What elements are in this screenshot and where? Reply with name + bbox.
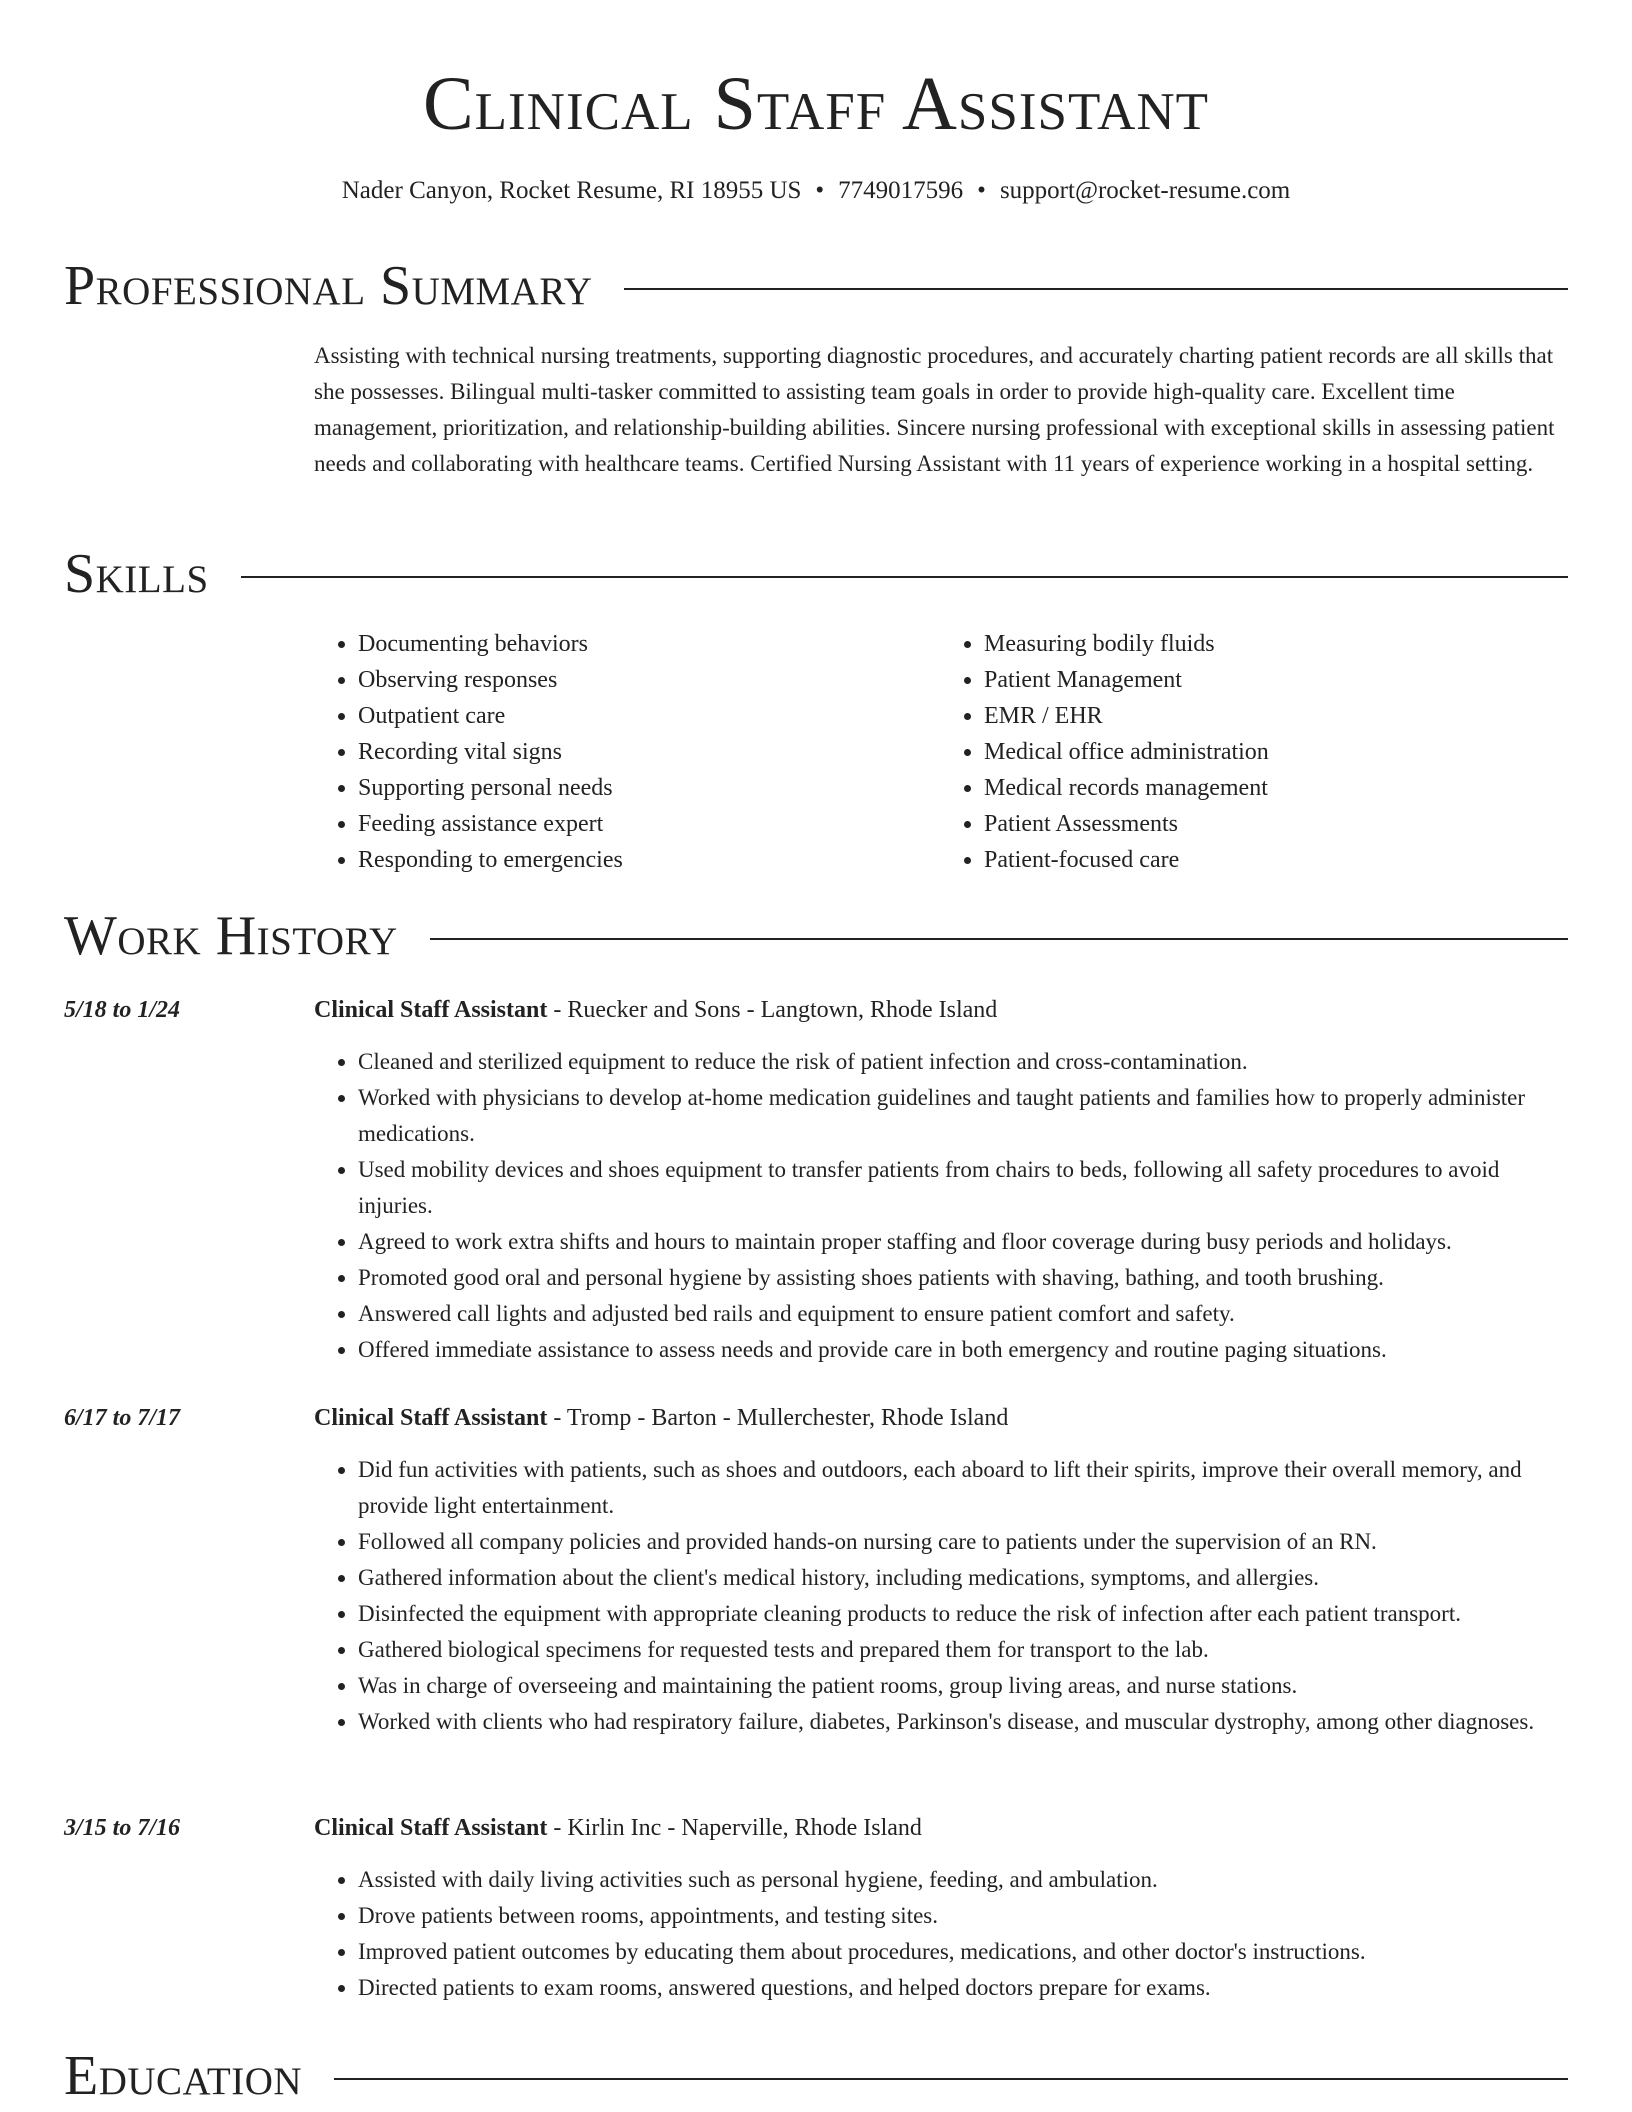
job-bullet: • Gathered biological specimens for requested tests and prepared them for transport to the lab. <box>358 1632 1566 1668</box>
job-bullet: • Directed patients to exam rooms, answered questions, and helped doctors prepare for exams. <box>358 1970 1566 2006</box>
job-bullet: • Improved patient outcomes by educating them about procedures, medications, and other doctor's instructions. <box>358 1934 1566 1970</box>
job-company: - Tromp - Barton - Mullerchester, Rhode Island <box>547 1405 1009 1431</box>
job-company: - Kirlin Inc - Naperville, Rhode Island <box>547 1815 922 1841</box>
job-bullet: • Promoted good oral and personal hygiene by assisting shoes patients with shaving, bathing, and tooth brushing. <box>358 1260 1566 1296</box>
job-heading <box>314 992 997 1028</box>
section-divider <box>624 288 1568 290</box>
contact-phone: 7749017596 <box>838 177 964 204</box>
job-bullet: • Answered call lights and adjusted bed rails and equipment to ensure patient comfort and safety. <box>358 1296 1566 1332</box>
job-bullet: • Disinfected the equipment with appropriate cleaning products to reduce the risk of infection after each patient transport. <box>358 1596 1566 1632</box>
job-bullet: • Did fun activities with patients, such as shoes and outdoors, each aboard to lift their spirits, improve their overall memory, and provide light entertainment. <box>358 1452 1566 1524</box>
skill-item: • Patient Management <box>984 662 1566 698</box>
skill-item: • Medical records management <box>984 770 1566 806</box>
section-title-summary: Professional Summary <box>64 255 593 317</box>
job-bullet: • Used mobility devices and shoes equipment to transfer patients from chairs to beds, following all safety procedures to avoid injuries. <box>358 1152 1566 1224</box>
job-heading <box>314 1810 922 1846</box>
section-divider <box>430 938 1568 940</box>
job-heading <box>314 1400 1008 1436</box>
job-bullets <box>314 1452 1566 1740</box>
job-dates: 5/18 to 1/24 <box>64 997 181 1023</box>
contact-line <box>0 174 1632 208</box>
skill-item: • Observing responses <box>358 662 940 698</box>
job-bullet: • Cleaned and sterilized equipment to reduce the risk of patient infection and cross-contamination. <box>358 1044 1566 1080</box>
job-bullet: • Was in charge of overseeing and maintaining the patient rooms, group living areas, and nurse stations. <box>358 1668 1566 1704</box>
job-bullet: • Agreed to work extra shifts and hours to maintain proper staffing and floor coverage during busy periods and holidays. <box>358 1224 1566 1260</box>
skill-item: • Outpatient care <box>358 698 940 734</box>
skill-item: • Supporting personal needs <box>358 770 940 806</box>
skill-item: • Recording vital signs <box>358 734 940 770</box>
job-dates: 6/17 to 7/17 <box>64 1405 181 1431</box>
skill-item: • Patient-focused care <box>984 842 1566 878</box>
skills-column-left <box>314 626 940 878</box>
job-bullet: • Drove patients between rooms, appointments, and testing sites. <box>358 1898 1566 1934</box>
section-title-work: Work History <box>64 905 398 967</box>
skill-item: • Measuring bodily fluids <box>984 626 1566 662</box>
skill-item: • Documenting behaviors <box>358 626 940 662</box>
section-divider <box>334 2078 1568 2080</box>
skill-item: • Responding to emergencies <box>358 842 940 878</box>
contact-separator: • <box>977 177 986 204</box>
skill-item: • Patient Assessments <box>984 806 1566 842</box>
contact-separator: • <box>815 177 825 204</box>
section-header-work <box>64 906 1568 966</box>
job-dates: 3/15 to 7/16 <box>64 1815 181 1841</box>
section-header-summary <box>64 256 1568 316</box>
job-bullet: • Gathered information about the client's medical history, including medications, symptoms, and allergies. <box>358 1560 1566 1596</box>
contact-email: support@rocket-resume.com <box>999 177 1291 204</box>
job-bullet: • Worked with clients who had respiratory failure, diabetes, Parkinson's disease, and muscular dystrophy, among other diagnoses. <box>358 1704 1566 1740</box>
section-header-education <box>64 2046 1568 2106</box>
job-role: Clinical Staff Assistant <box>314 997 548 1023</box>
job-bullet: • Assisted with daily living activities such as personal hygiene, feeding, and ambulation. <box>358 1862 1566 1898</box>
job-bullet: • Offered immediate assistance to assess needs and provide care in both emergency and routine paging situations. <box>358 1332 1566 1368</box>
job-role: Clinical Staff Assistant <box>314 1815 548 1841</box>
job-bullets <box>314 1862 1566 2006</box>
contact-address: Nader Canyon, Rocket Resume, RI 18955 US <box>341 177 802 204</box>
section-title-skills: Skills <box>64 543 209 605</box>
candidate-title: Clinical Staff Assistant <box>422 62 1210 146</box>
skill-item: • Feeding assistance expert <box>358 806 940 842</box>
section-header-skills <box>64 544 1568 604</box>
section-divider <box>241 576 1568 578</box>
skills-column-right <box>940 626 1566 878</box>
job-bullets <box>314 1044 1566 1368</box>
job-company: - Ruecker and Sons - Langtown, Rhode Island <box>547 997 998 1023</box>
skills-list <box>314 626 1566 878</box>
section-title-education: Education <box>64 2045 303 2107</box>
skill-item: • EMR / EHR <box>984 698 1566 734</box>
job-bullet: • Worked with physicians to develop at-home medication guidelines and taught patients and families how to properly administer medications. <box>358 1080 1566 1152</box>
skill-item: • Medical office administration <box>984 734 1566 770</box>
job-bullet: • Followed all company policies and provided hands-on nursing care to patients under the supervision of an RN. <box>358 1524 1566 1560</box>
summary-text: Assisting with technical nursing treatments, supporting diagnostic procedures, and accurately charting patient records are all skills that she possesses. Bilingual multi-tasker committed to assisting team goals in order to provide high-quality care. Excellent time management, prioritization, and relationship-building abilities. Sincere nursing professional with exceptional skills in assessing patient needs and collaborating with healthcare teams. Certified Nursing Assistant with 11 years of experience working in a hospital setting. <box>314 343 1555 476</box>
job-role: Clinical Staff Assistant <box>314 1405 548 1431</box>
